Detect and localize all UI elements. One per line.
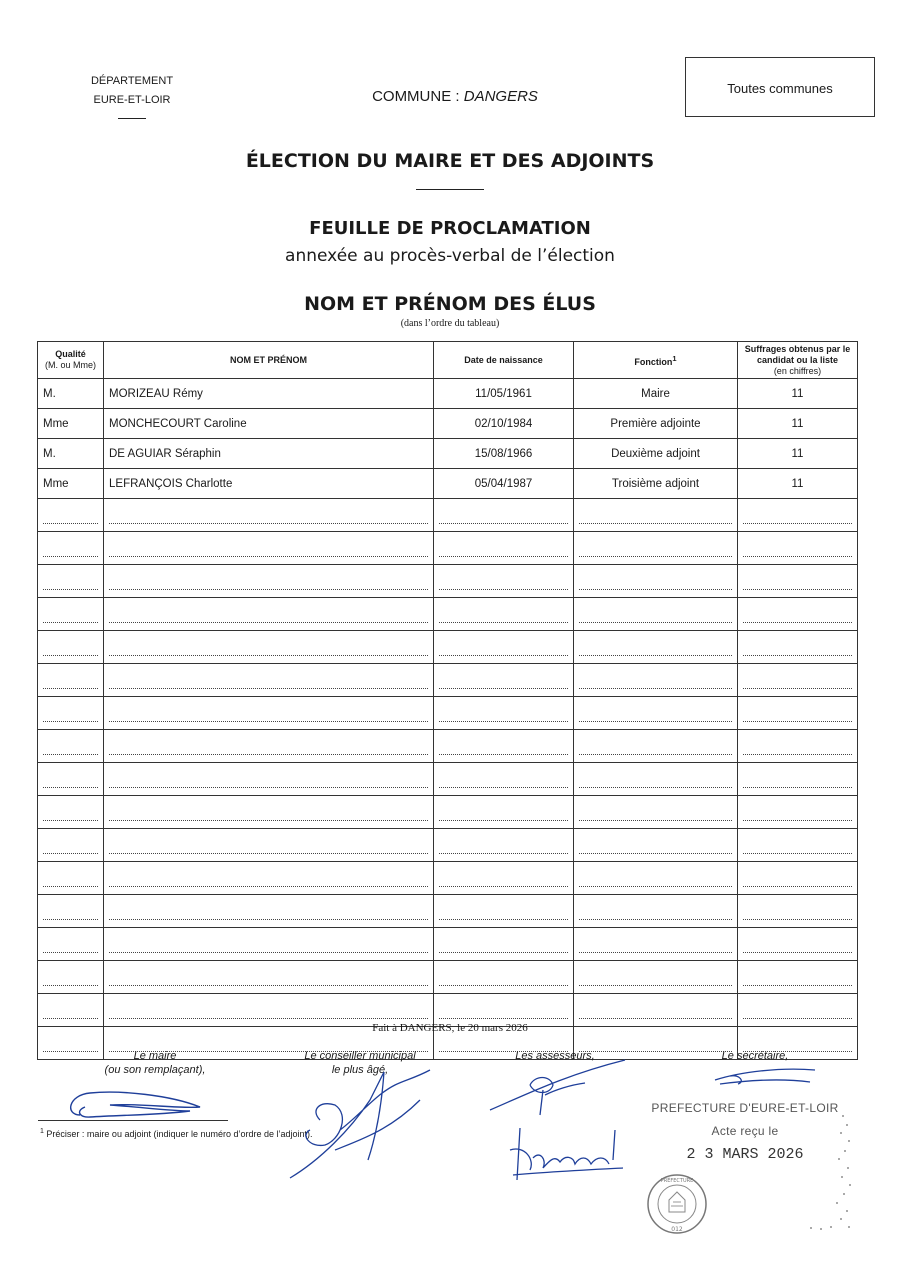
dotted-line [579,588,732,590]
departement-block [62,72,202,110]
dotted-line [43,1017,98,1019]
dotted-line [43,984,98,986]
header-suffrages-label: Suffrages obtenus par le candidat ou la liste [744,343,851,365]
empty-cell-suffrages [738,664,858,697]
dotted-line [579,753,732,755]
dotted-line [109,621,428,623]
empty-cell-fonction [574,895,738,928]
cell-fonction: Deuxième adjoint [574,439,738,469]
cell-suffrages: 11 [738,469,858,499]
empty-cell-fonction [574,862,738,895]
cell-qualite: M. [38,379,104,409]
dotted-line [109,984,428,986]
cell-date: 05/04/1987 [434,469,574,499]
header-date: Date de naissance [434,342,574,379]
empty-cell-date [434,961,574,994]
dotted-line [439,588,568,590]
empty-table-row [38,928,858,961]
dotted-line [579,555,732,557]
empty-table-row [38,697,858,730]
cell-suffrages: 11 [738,439,858,469]
secretaire-label: Le secrétaire, [721,1050,789,1062]
cell-suffrages: 11 [738,379,858,409]
empty-cell-date [434,532,574,565]
toutes-communes-box [685,57,875,117]
empty-cell-date [434,565,574,598]
dotted-line [743,918,852,920]
empty-cell-fonction [574,499,738,532]
empty-cell-suffrages [738,928,858,961]
dotted-line [109,687,428,689]
empty-cell-qualite [38,763,104,796]
empty-cell-suffrages [738,763,858,796]
dotted-line [439,951,568,953]
dotted-line [439,819,568,821]
empty-cell-date [434,763,574,796]
maire-label-line2: (ou son remplaçant), [104,1064,206,1076]
empty-cell-date [434,829,574,862]
empty-table-row [38,598,858,631]
cell-date: 11/05/1961 [434,379,574,409]
empty-cell-date [434,895,574,928]
empty-cell-qualite [38,829,104,862]
table-body [38,379,858,1060]
sheet-title: FEUILLE DE PROCLAMATION [309,218,591,239]
empty-cell-suffrages [738,796,858,829]
empty-cell-suffrages [738,697,858,730]
dotted-line [743,687,852,689]
empty-cell-date [434,664,574,697]
empty-cell-suffrages [738,499,858,532]
dotted-line [743,720,852,722]
empty-cell-fonction [574,730,738,763]
empty-table-row [38,532,858,565]
dotted-line [579,786,732,788]
empty-cell-fonction [574,631,738,664]
empty-cell-date [434,928,574,961]
cell-date: 15/08/1966 [434,439,574,469]
empty-cell-fonction [574,598,738,631]
dotted-line [43,555,98,557]
dotted-line [43,621,98,623]
empty-cell-qualite [38,631,104,664]
signature-conseiller [280,1060,440,1190]
empty-cell-qualite [38,796,104,829]
empty-cell-nom [104,895,434,928]
signature-assesseur-1 [485,1055,635,1120]
departement-name: EURE-ET-LOIR [93,94,171,106]
empty-table-row [38,862,858,895]
empty-cell-date [434,697,574,730]
dotted-line [579,687,732,689]
prefecture-seal [645,1172,709,1236]
stamp-prefecture: PREFECTURE D'EURE-ET-LOIR [651,1101,839,1115]
maire-label [80,1049,230,1077]
dotted-line [439,720,568,722]
empty-cell-suffrages [738,730,858,763]
empty-cell-suffrages [738,862,858,895]
dotted-line [43,918,98,920]
dotted-line [43,951,98,953]
dotted-line [109,819,428,821]
dotted-line [579,885,732,887]
dotted-line [109,1017,428,1019]
dotted-line [743,951,852,953]
conseiller-label-line2: le plus âgé, [331,1064,389,1076]
elected-table [37,341,858,1060]
dotted-line [43,720,98,722]
cell-nom: MONCHECOURT Caroline [104,409,434,439]
assesseurs-label: Les assesseurs, [515,1050,595,1062]
dotted-line [109,918,428,920]
empty-table-row [38,796,858,829]
dotted-line [109,885,428,887]
dotted-line [439,753,568,755]
empty-table-row [38,730,858,763]
dotted-line [439,852,568,854]
dotted-line [579,522,732,524]
dotted-line [579,819,732,821]
table-row [38,439,858,469]
empty-cell-date [434,499,574,532]
annex-subtitle: annexée au procès-verbal de l’élection [285,246,615,266]
stamp-acte-recu: Acte reçu le [711,1124,779,1138]
signature-assesseur-2 [505,1120,635,1185]
table-header-row [38,342,858,379]
empty-cell-qualite [38,565,104,598]
empty-table-row [38,664,858,697]
empty-cell-nom [104,598,434,631]
dotted-line [439,918,568,920]
empty-cell-fonction [574,928,738,961]
empty-cell-nom [104,664,434,697]
header-suffrages-sub: (en chiffres) [773,365,822,376]
dotted-line [43,753,98,755]
empty-table-row [38,961,858,994]
empty-cell-nom [104,499,434,532]
dotted-line [109,522,428,524]
empty-cell-qualite [38,598,104,631]
dotted-line [439,1017,568,1019]
empty-cell-qualite [38,730,104,763]
dotted-line [579,951,732,953]
dotted-line [439,786,568,788]
empty-cell-fonction [574,961,738,994]
empty-cell-suffrages [738,565,858,598]
empty-cell-qualite [38,664,104,697]
dotted-line [109,588,428,590]
dotted-line [579,720,732,722]
dotted-line [109,786,428,788]
cell-fonction: Première adjointe [574,409,738,439]
dotted-line [109,753,428,755]
header-qualite-sub: (M. ou Mme) [44,360,96,370]
dotted-line [743,555,852,557]
dotted-line [439,984,568,986]
order-note: (dans l’ordre du tableau) [400,318,500,329]
title-rule [416,189,484,190]
commune-label: COMMUNE : [372,88,460,105]
dotted-line [743,885,852,887]
footnote-mark: 1 [40,1128,44,1135]
empty-cell-fonction [574,763,738,796]
empty-table-row [38,565,858,598]
cell-suffrages: 11 [738,409,858,439]
empty-table-row [38,499,858,532]
empty-cell-nom [104,631,434,664]
empty-cell-suffrages [738,895,858,928]
empty-cell-nom [104,829,434,862]
empty-cell-qualite [38,697,104,730]
dotted-line [579,852,732,854]
table-row [38,469,858,499]
empty-cell-suffrages [738,631,858,664]
empty-cell-suffrages [738,598,858,631]
dotted-line [579,984,732,986]
dotted-line [43,522,98,524]
empty-cell-nom [104,730,434,763]
header-qualite [38,342,104,379]
empty-cell-suffrages [738,829,858,862]
dotted-line [43,687,98,689]
dotted-line [743,753,852,755]
dotted-line [43,819,98,821]
cell-fonction: Troisième adjoint [574,469,738,499]
dotted-line [109,654,428,656]
empty-table-row [38,631,858,664]
header-fonction-note: 1 [672,353,677,363]
signature-secretaire [710,1062,830,1092]
cell-date: 02/10/1984 [434,409,574,439]
commune-name: DANGERS [463,88,538,105]
empty-cell-nom [104,928,434,961]
footnote-text: Préciser : maire ou adjoint (indiquer le numéro d’ordre de l’adjoint). [46,1129,313,1139]
dotted-line [743,654,852,656]
dotted-line [439,555,568,557]
header-fonction [574,342,738,379]
dotted-line [579,654,732,656]
signature-maire [60,1085,220,1130]
header-suffrages [738,342,858,379]
dotted-line [109,951,428,953]
dotted-line [439,654,568,656]
header-fonction-label: Fonction [634,356,673,367]
empty-cell-qualite [38,895,104,928]
empty-cell-date [434,631,574,664]
stamp-speckle [800,1110,855,1235]
empty-cell-fonction [574,829,738,862]
cell-qualite: Mme [38,469,104,499]
empty-cell-nom [104,961,434,994]
table-row [38,379,858,409]
cell-qualite: M. [38,439,104,469]
dotted-line [43,786,98,788]
empty-cell-qualite [38,928,104,961]
elected-title: NOM ET PRÉNOM DES ÉLUS [304,293,596,315]
conseiller-label-line1: Le conseiller municipal [304,1050,416,1062]
empty-table-row [38,895,858,928]
empty-cell-fonction [574,697,738,730]
empty-cell-nom [104,796,434,829]
page-title: ÉLECTION DU MAIRE ET DES ADJOINTS [245,150,655,172]
empty-cell-suffrages [738,532,858,565]
empty-cell-nom [104,565,434,598]
svg-text:PRÉFECTURE: PRÉFECTURE [660,1178,694,1184]
dotted-line [439,522,568,524]
empty-cell-date [434,796,574,829]
empty-cell-nom [104,697,434,730]
table-row [38,409,858,439]
departement-rule [118,118,146,119]
empty-cell-date [434,598,574,631]
dotted-line [579,1017,732,1019]
dotted-line [439,885,568,887]
cell-nom: MORIZEAU Rémy [104,379,434,409]
empty-cell-fonction [574,796,738,829]
dotted-line [743,852,852,854]
empty-table-row [38,829,858,862]
empty-cell-nom [104,532,434,565]
dotted-line [43,588,98,590]
empty-cell-fonction [574,532,738,565]
cell-fonction: Maire [574,379,738,409]
dotted-line [743,786,852,788]
commune-line [330,88,580,105]
empty-cell-fonction [574,664,738,697]
dotted-line [43,654,98,656]
cell-nom: DE AGUIAR Séraphin [104,439,434,469]
empty-table-row [38,763,858,796]
maire-label-line1: Le maire [133,1050,177,1062]
departement-label: DÉPARTEMENT [90,75,174,87]
dotted-line [439,687,568,689]
empty-cell-date [434,730,574,763]
dotted-line [743,1017,852,1019]
empty-cell-date [434,862,574,895]
dotted-line [109,555,428,557]
dotted-line [743,588,852,590]
stamp-date: 2 3 MARS 2026 [686,1146,804,1163]
header-nom: NOM ET PRÉNOM [104,342,434,379]
dotted-line [43,885,98,887]
dotted-line [579,621,732,623]
empty-cell-nom [104,763,434,796]
toutes-communes-text: Toutes communes [727,81,833,96]
empty-cell-qualite [38,862,104,895]
cell-qualite: Mme [38,409,104,439]
dotted-line [109,852,428,854]
cell-nom: LEFRANÇOIS Charlotte [104,469,434,499]
empty-cell-fonction [574,565,738,598]
dotted-line [109,720,428,722]
dotted-line [439,621,568,623]
dotted-line [43,852,98,854]
dotted-line [743,522,852,524]
empty-cell-qualite [38,499,104,532]
empty-cell-qualite [38,532,104,565]
dotted-line [579,918,732,920]
empty-cell-qualite [38,961,104,994]
header-qualite-label: Qualité [55,349,86,359]
empty-cell-nom [104,862,434,895]
dotted-line [743,984,852,986]
svg-text:012: 012 [671,1226,683,1233]
dotted-line [743,819,852,821]
empty-cell-suffrages [738,961,858,994]
fait-a-line: Fait à DANGERS, le 20 mars 2026 [372,1022,528,1034]
dotted-line [743,621,852,623]
